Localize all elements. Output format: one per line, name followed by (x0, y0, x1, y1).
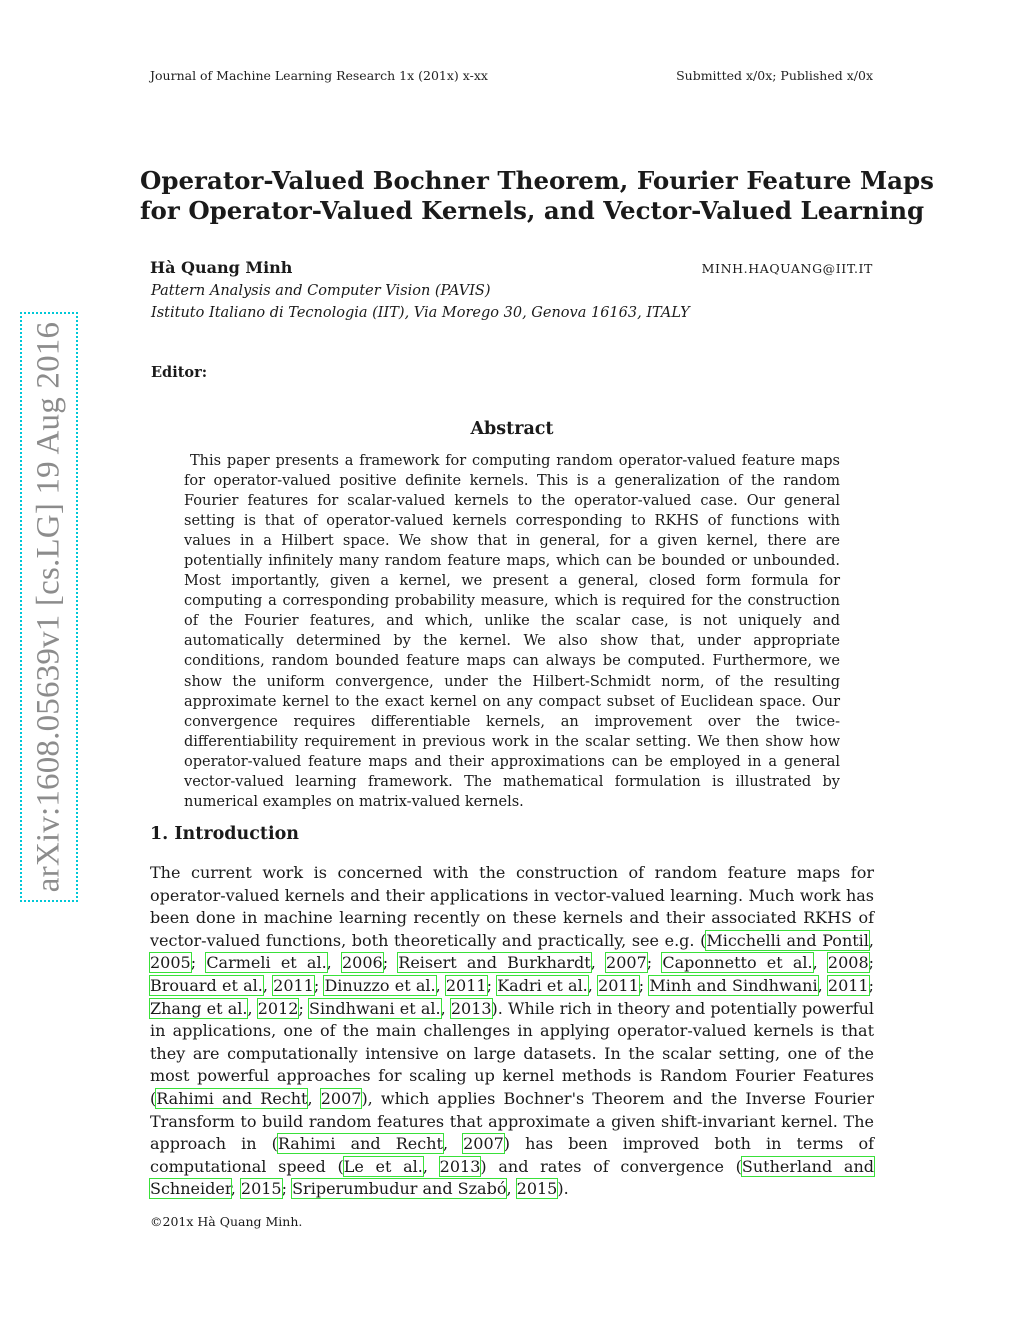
citation-year-link[interactable]: 2015 (240, 1179, 282, 1199)
intro-text: , (440, 998, 451, 1018)
citation-year-link[interactable]: 2012 (257, 998, 299, 1018)
citation-year-link[interactable]: 2011 (598, 975, 639, 995)
citation-year-link[interactable]: 2013 (450, 998, 492, 1018)
title-line-1: Operator-Valued Bochner Theorem, Fourier Feature Maps (140, 166, 934, 195)
journal-header: Journal of Machine Learning Research 1x (201x) x-xx (150, 68, 488, 83)
intro-text: , (506, 1179, 517, 1199)
intro-text: , (590, 953, 607, 973)
intro-text: , (435, 975, 446, 995)
author-name: Hà Quang Minh (150, 258, 293, 277)
citation-link[interactable]: Reisert and Burkhardt (398, 953, 591, 973)
intro-text: , (812, 953, 828, 973)
intro-text: , (587, 975, 599, 995)
citation-year-link[interactable]: 2007 (606, 953, 647, 973)
citation-link[interactable]: Rahimi and Recht (277, 1134, 443, 1154)
intro-text: ; (313, 975, 325, 995)
abstract-heading: Abstract (470, 419, 554, 439)
intro-text: ; (190, 953, 207, 973)
intro-text: ; (638, 975, 650, 995)
citation-year-link[interactable]: 2015 (516, 1179, 558, 1199)
introduction-paragraph (150, 862, 874, 1201)
paper-title (140, 166, 934, 226)
intro-text: ; (281, 1179, 293, 1199)
intro-text: ) and rates of convergence ( (480, 1156, 742, 1176)
intro-text: , (262, 975, 274, 995)
citation-link[interactable]: Micchelli and Pontil (706, 930, 869, 950)
citation-year-link[interactable]: 2007 (320, 1088, 362, 1108)
intro-text: , (422, 1156, 440, 1176)
citation-link[interactable]: Le et al. (343, 1156, 423, 1176)
citation-year-link[interactable]: 2007 (463, 1134, 504, 1154)
intro-text: , (817, 975, 828, 995)
intro-text: , (230, 1179, 241, 1199)
intro-text: ), which applies Bochner's Theorem and the Inverse Fourier Transform to build random features that approximate a given shift-invariant kernel. The approach in ( (150, 1088, 875, 1154)
intro-text: The current work is concerned with the construction of random feature maps for operator-valued kernels and their applications in vector-valued learning. Much work has been done in machine learning recently on these kernels and their associated RKHS of vector-valued functions, both theoretically and practically, see e.g. ( (150, 863, 874, 950)
citation-link[interactable]: Minh and Sindhwani (649, 975, 818, 995)
arxiv-identifier: arXiv:1608.05639v1 [cs.LG] 19 Aug 2016 (30, 321, 67, 893)
title-line-2: for Operator-Valued Kernels, and Vector-Valued Learning (140, 196, 925, 225)
intro-text: ). (557, 1179, 569, 1199)
citation-year-link[interactable]: 2011 (273, 975, 314, 995)
intro-text: ). While rich in theory and potentially powerful in applications, one of the main challenges in applying operator-valued kernels is that they are computationally intensive on large datasets. In the scalar setting, one of the most powerful approaches for scaling up kernel methods is Random Fourier Features ( (150, 998, 875, 1108)
intro-text: ; (646, 953, 663, 973)
intro-text: , (868, 930, 875, 950)
citation-link[interactable]: Sindhwani et al. (309, 998, 441, 1018)
affiliation-line-2: Istituto Italiano di Tecnologia (IIT), Via Morego 30, Genova 16163, ITALY (151, 305, 690, 321)
citation-link[interactable]: Rahimi and Recht (156, 1088, 308, 1108)
citation-year-link[interactable]: 2011 (827, 975, 869, 995)
intro-text: ; (868, 975, 874, 995)
citation-link[interactable]: Sutherland and Schneider (150, 1156, 874, 1199)
citation-year-link[interactable]: 2008 (827, 953, 869, 973)
submission-dates: Submitted x/0x; Published x/0x (676, 68, 873, 83)
citation-year-link[interactable]: 2006 (341, 953, 383, 973)
citation-link[interactable]: Sriperumbudur and Szabó (292, 1179, 507, 1199)
affiliation-line-1: Pattern Analysis and Computer Vision (PAVIS) (151, 283, 491, 299)
intro-text: ; (486, 975, 498, 995)
abstract-body: This paper presents a framework for computing random operator-valued feature maps for operator-valued positive definite kernels. This is a generalization of the random Fourier features for scalar-valued kernels to the operator-valued case. Our general setting is that of operator-valued kernels corresponding to RKHS of functions with values in a Hilbert space. We show that in general, for a given kernel, there are potentially infinitely many random feature maps, which can be bounded or unbounded. Most importantly, given a kernel, we present a general, closed form formula for computing a corresponding probability measure, which is required for the construction of the Fourier features, and which, unlike the scalar case, is not uniquely and automatically determined by the kernel. We also show that, under appropriate conditions, random bounded feature maps can always be computed. Furthermore, we show the uniform convergence, under the Hilbert-Schmidt norm, of the resulting approximate kernel to the exact kernel on any compact subset of Euclidean space. Our convergence requires differentiable kernels, an improvement over the twice-differentiability requirement in previous work in the scalar setting. We then show how operator-valued feature maps and their approximations can be employed in a general vector-valued learning framework. The mathematical formulation is illustrated by numerical examples on matrix-valued kernels. (184, 453, 840, 810)
intro-text: ) has been improved both in terms of computational speed ( (150, 1134, 874, 1176)
citation-link[interactable]: Zhang et al. (150, 998, 248, 1018)
intro-text: ; (298, 998, 310, 1018)
intro-text: , (247, 998, 258, 1018)
intro-text: , (326, 953, 342, 973)
copyright-notice: ©201x Hà Quang Minh. (150, 1214, 303, 1229)
editor-label: Editor: (151, 364, 208, 381)
citation-link[interactable]: Dinuzzo et al. (324, 975, 436, 995)
citation-link[interactable]: Brouard et al. (150, 975, 263, 995)
citation-link[interactable]: Kadri et al. (497, 975, 588, 995)
citation-year-link[interactable]: 2005 (150, 953, 191, 973)
section-heading-introduction: 1. Introduction (150, 824, 299, 844)
intro-text: ; (382, 953, 399, 973)
citation-year-link[interactable]: 2013 (439, 1156, 481, 1176)
citation-link[interactable]: Carmeli et al. (206, 953, 327, 973)
citation-year-link[interactable]: 2011 (445, 975, 487, 995)
arxiv-stamp[interactable] (20, 312, 78, 902)
author-email: MINH.HAQUANG@IIT.IT (701, 261, 873, 276)
citation-link[interactable]: Caponnetto et al. (662, 953, 813, 973)
intro-text: ; (868, 953, 875, 973)
intro-text: , (307, 1088, 321, 1108)
intro-text: , (442, 1134, 464, 1154)
